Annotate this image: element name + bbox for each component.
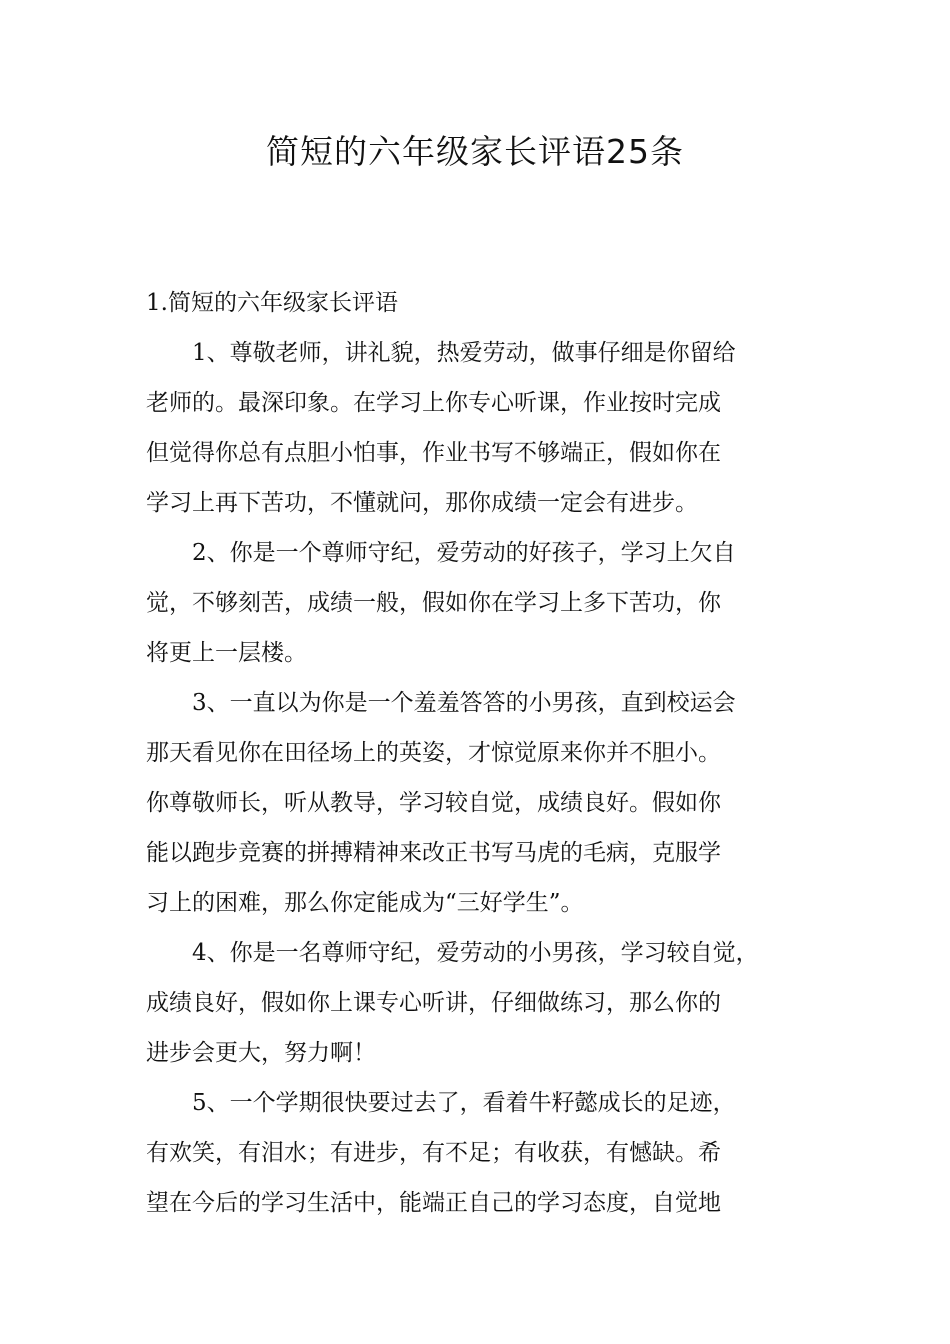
document-body [146, 278, 832, 1228]
paragraph-3 [146, 678, 832, 928]
paragraph-line: 老师的。最深印象。在学习上你专心听课，作业按时完成 [146, 390, 721, 416]
paragraph-line: 5、一个学期很快要过去了，看着牛籽懿成长的足迹， [192, 1090, 736, 1116]
paragraph-line: 但觉得你总有点胆小怕事，作业书写不够端正，假如你在 [146, 440, 721, 466]
paragraph-line: 你尊敬师长，听从教导，学习较自觉，成绩良好。假如你 [146, 790, 721, 816]
paragraph-line: 有欢笑，有泪水；有进步，有不足；有收获，有憾缺。希 [146, 1140, 721, 1166]
paragraph-4 [146, 928, 832, 1078]
paragraph-line: 成绩良好，假如你上课专心听讲，仔细做练习，那么你的 [146, 990, 721, 1016]
paragraph-line: 将更上一层楼。 [146, 640, 307, 666]
paragraph-line: 进步会更大，努力啊！ [146, 1040, 376, 1066]
paragraph-line: 觉，不够刻苦，成绩一般，假如你在学习上多下苦功，你 [146, 590, 721, 616]
section-heading: 1.简短的六年级家长评语 [146, 290, 398, 316]
document-title: 简短的六年级家长评语25条 [266, 132, 684, 171]
paragraph-line: 学习上再下苦功，不懂就问，那你成绩一定会有进步。 [146, 490, 698, 516]
paragraph-line: 2、你是一个尊师守纪，爱劳动的好孩子，学习上欠自 [192, 540, 736, 566]
paragraph-2 [146, 528, 832, 678]
paragraph-1 [146, 328, 832, 528]
paragraph-line: 习上的困难，那么你定能成为“三好学生”。 [146, 890, 584, 916]
paragraph-line: 能以跑步竞赛的拼搏精神来改正书写马虎的毛病，克服学 [146, 840, 721, 866]
paragraph-line: 1、尊敬老师，讲礼貌，热爱劳动，做事仔细是你留给 [192, 340, 736, 366]
paragraph-5 [146, 1078, 832, 1228]
paragraph-line: 望在今后的学习生活中，能端正自己的学习态度，自觉地 [146, 1190, 721, 1216]
paragraph-line: 4、你是一名尊师守纪，爱劳动的小男孩，学习较自觉， [192, 940, 759, 966]
paragraph-line: 3、一直以为你是一个羞羞答答的小男孩，直到校运会 [192, 690, 736, 716]
paragraph-line: 那天看见你在田径场上的英姿，才惊觉原来你并不胆小。 [146, 740, 721, 766]
